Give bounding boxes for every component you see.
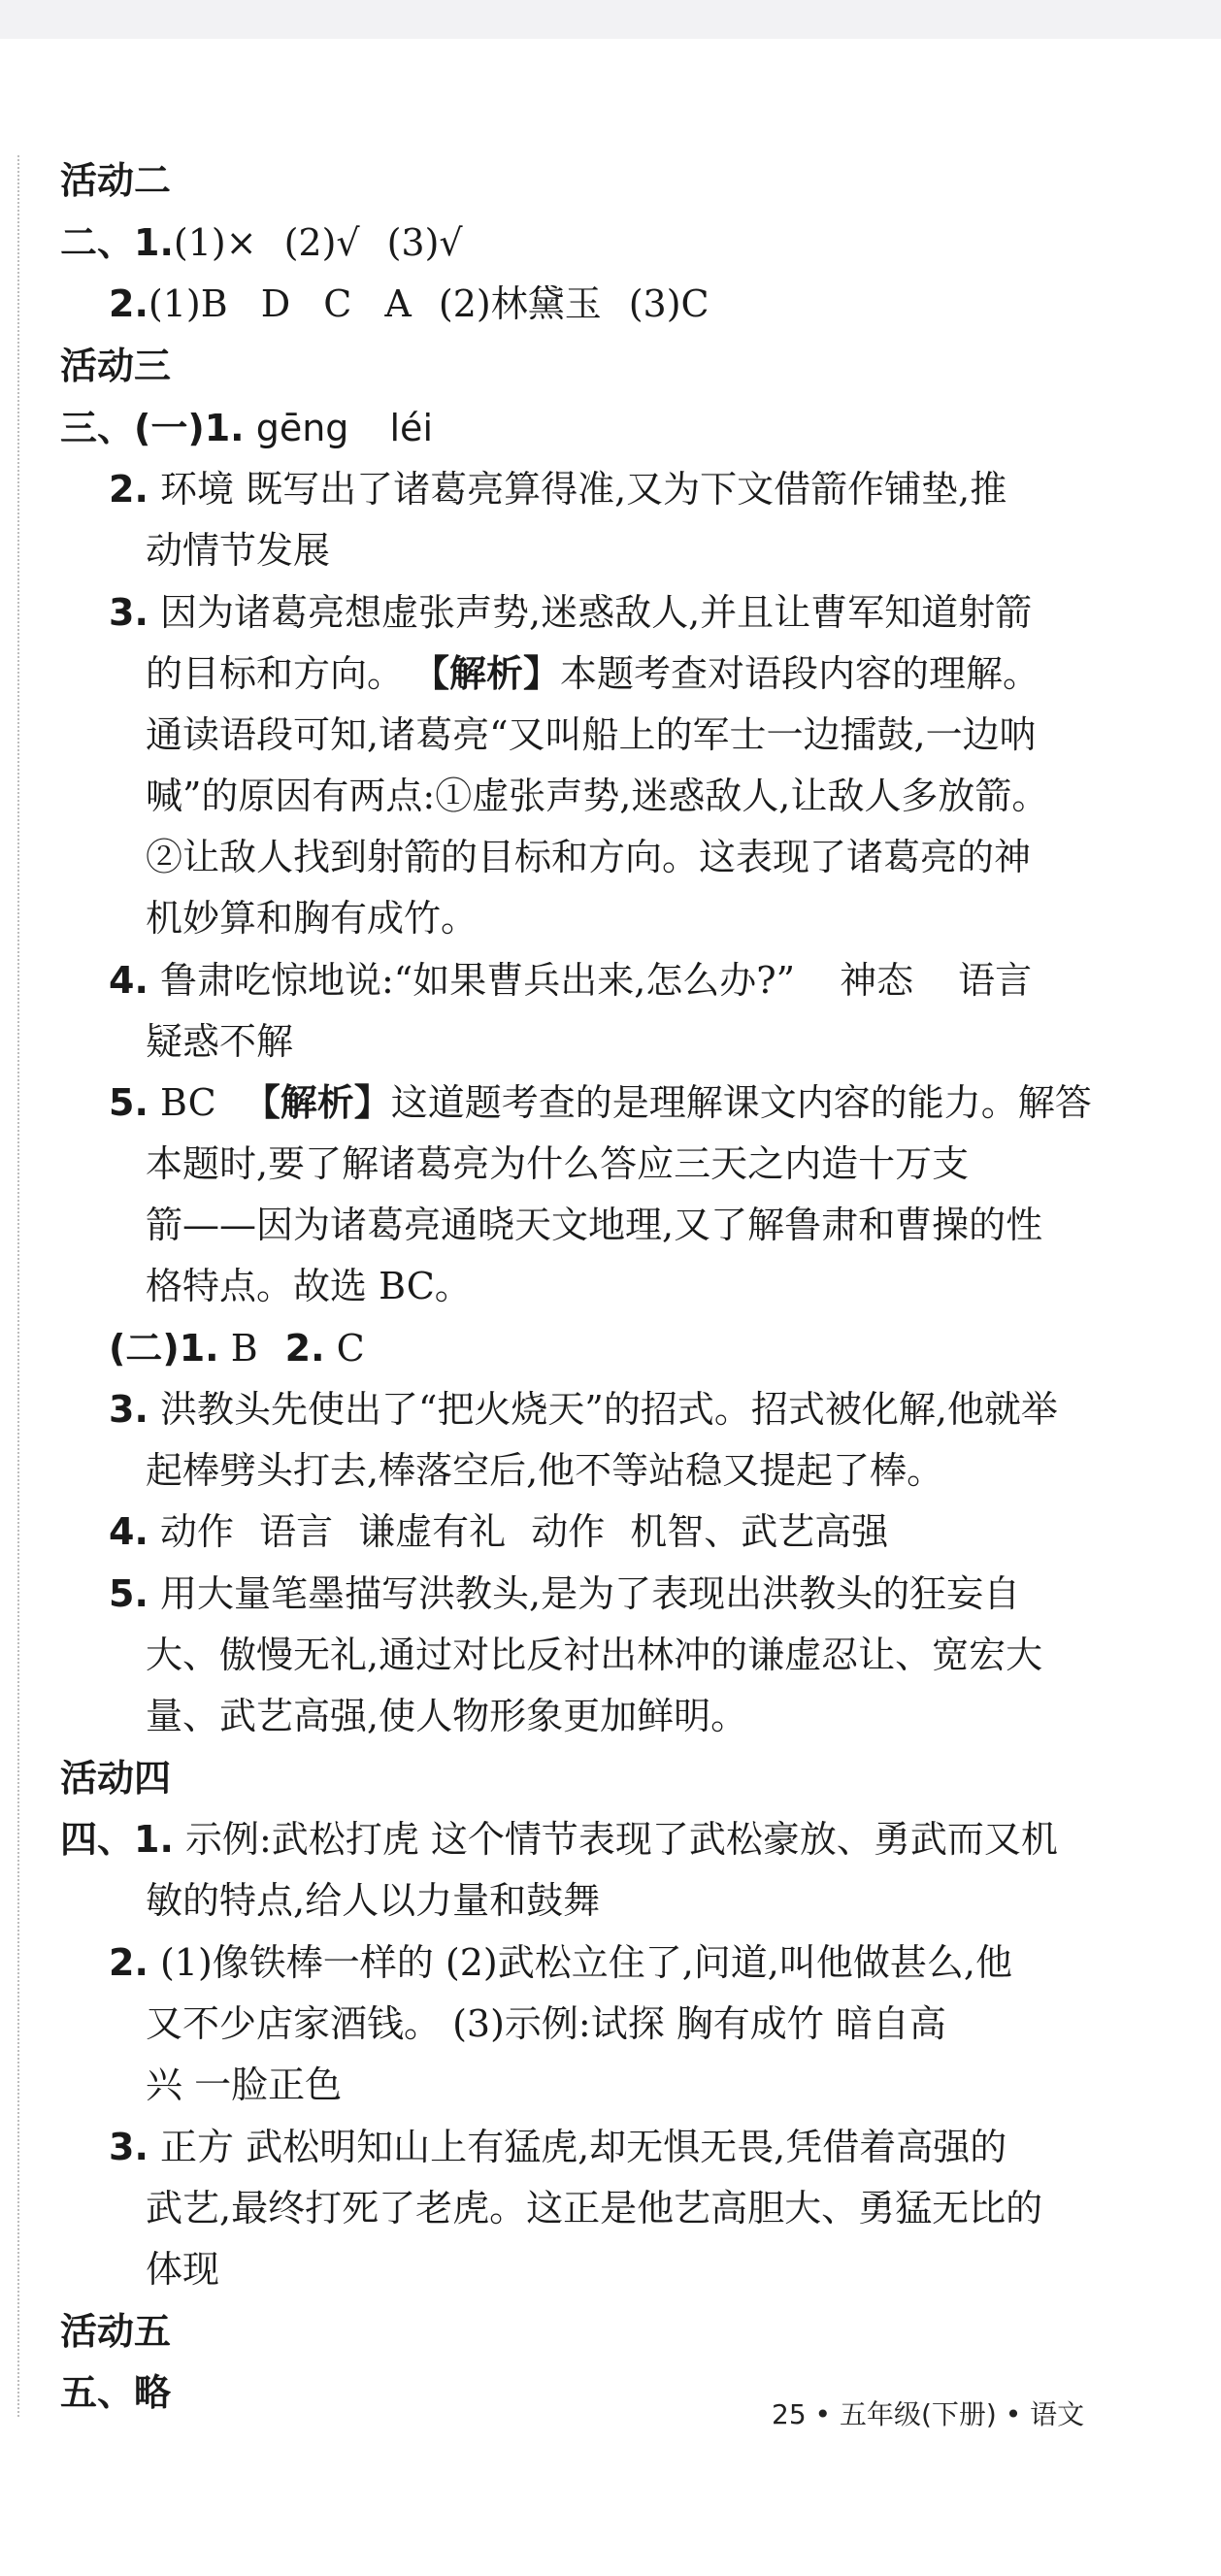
text-line xyxy=(146,648,1040,699)
text-line: 格特点。故选 BC。 xyxy=(146,1265,472,1307)
activity3-part2-q3 xyxy=(109,1384,1058,1435)
answer: (1)× xyxy=(173,221,257,264)
q-label: (二)1. xyxy=(109,1327,219,1370)
text-line: 又不少店家酒钱。 (3)示例:试探 胸有成竹 暗自高 xyxy=(146,2002,946,2045)
activity3-part2-q5 xyxy=(109,1569,1020,1619)
text-part: BC xyxy=(159,1081,216,1124)
text-line: 动作 语言 谦虚有礼 动作 机智、武艺高强 xyxy=(159,1510,889,1553)
text-line: 本题时,要了解诸葛亮为什么答应三天之内造十万支 xyxy=(146,1142,970,1185)
activity4-q1 xyxy=(60,1814,1058,1865)
activity3-q4 xyxy=(109,955,1032,1006)
text-line: 兴 一脸正色 xyxy=(146,2064,343,2106)
text-line: 洪教头先使出了“把火烧天”的招式。招式被化解,他就举 xyxy=(159,1388,1058,1431)
q-label: 2. xyxy=(109,468,148,511)
text-line: 因为诸葛亮想虚张声势,迷惑敌人,并且让曹军知道射箭 xyxy=(159,591,1033,634)
q-label: 4. xyxy=(109,1510,148,1553)
activity5-title: 活动五 xyxy=(60,2310,172,2353)
activity2-q1 xyxy=(60,217,463,268)
activity5-q1: 五、略 xyxy=(60,2371,172,2414)
text-line: 通读语段可知,诸葛亮“又叫船上的军士一边擂鼓,一边呐 xyxy=(146,713,1037,756)
activity3-q2 xyxy=(109,464,1006,514)
page-number: 25 xyxy=(772,2398,807,2430)
text-line: 动情节发展 xyxy=(146,529,331,572)
text-line: 起棒劈头打去,棒落空后,他不等站稳又提起了棒。 xyxy=(146,1449,944,1492)
text-line: 示例:武松打虎 这个情节表现了武松豪放、勇武而又机 xyxy=(184,1818,1058,1861)
margin-line xyxy=(17,155,19,2417)
activity3-q1 xyxy=(60,403,433,453)
page-footer: 25 • 五年级(下册) • 语文 xyxy=(772,2398,1085,2430)
q-label: 4. xyxy=(109,959,148,1002)
activity4-q3 xyxy=(109,2122,1006,2172)
text-line: ②让敌人找到射箭的目标和方向。这表现了诸葛亮的神 xyxy=(146,836,1032,878)
activity3-title: 活动三 xyxy=(60,345,172,387)
activity3-q5 xyxy=(109,1077,1092,1128)
text-line: 武艺,最终打死了老虎。这正是他艺高胆大、勇猛无比的 xyxy=(146,2187,1043,2229)
q-label: 二、1. xyxy=(60,221,174,264)
analysis-tag: 【解析】 xyxy=(431,652,561,695)
text-line: 箭——因为诸葛亮通晓天文地理,又了解鲁肃和曹操的性 xyxy=(146,1204,1043,1246)
q-label: 2. xyxy=(109,282,148,325)
text-part: 鲁肃吃惊地说:“如果曹兵出来,怎么办?” xyxy=(159,959,796,1002)
grade-label: 五年级(下册) xyxy=(839,2398,997,2430)
activity3-q3 xyxy=(109,587,1032,638)
q-label: 2. xyxy=(109,1941,148,1984)
activity4-title: 活动四 xyxy=(60,1757,172,1800)
activity2-title: 活动二 xyxy=(60,159,172,202)
top-bar xyxy=(0,0,1221,39)
subject-label: 语文 xyxy=(1030,2398,1085,2430)
text-line: 量、武艺高强,使人物形象更加鲜明。 xyxy=(146,1695,748,1737)
text-line: 环境 既写出了诸葛亮算得准,又为下文借箭作铺垫,推 xyxy=(159,468,1007,511)
text-line: 正方 武松明知山上有猛虎,却无惧无畏,凭借着高强的 xyxy=(159,2126,1007,2168)
q-label: 四、1. xyxy=(60,1818,174,1861)
text-line: 用大量笔墨描写洪教头,是为了表现出洪教头的狂妄自 xyxy=(159,1572,1021,1615)
text-part: 本题考查对语段内容的理解。 xyxy=(560,652,1040,695)
answer: (3)C xyxy=(628,282,710,325)
q-label: 5. xyxy=(109,1081,148,1124)
q-label: 3. xyxy=(109,2126,148,2168)
activity3-part2-q4 xyxy=(109,1506,888,1557)
text-line: 机妙算和胸有成竹。 xyxy=(146,897,478,940)
activity3-part2-q1-q2 xyxy=(109,1323,365,1373)
q-label: 三、(一)1. xyxy=(60,407,245,449)
answer: (2)√ xyxy=(283,221,360,264)
text-part: 语言 xyxy=(958,959,1033,1002)
text-part: 这道题考查的是理解课文内容的能力。解答 xyxy=(390,1081,1092,1124)
answer: (2)林黛玉 xyxy=(438,282,602,325)
activity4-q2 xyxy=(109,1937,1012,1988)
text-line: (1)像铁棒一样的 (2)武松立住了,问道,叫他做甚么,他 xyxy=(159,1941,1012,1984)
text-line: 疑惑不解 xyxy=(146,1020,294,1063)
q-label: 3. xyxy=(109,591,148,634)
answer: C xyxy=(336,1327,365,1370)
text-line: 敏的特点,给人以力量和鼓舞 xyxy=(146,1879,601,1922)
answer: gēng léi xyxy=(255,407,433,449)
text-line: 体现 xyxy=(146,2248,220,2291)
activity2-q2 xyxy=(109,279,710,329)
text-line: 喊”的原因有两点:①虚张声势,迷惑敌人,让敌人多放箭。 xyxy=(146,775,1049,817)
q-label: 5. xyxy=(109,1572,148,1615)
analysis-tag: 【解析】 xyxy=(243,1081,391,1124)
answer: (3)√ xyxy=(386,221,463,264)
q-label: 2. xyxy=(284,1327,325,1370)
q-label: 3. xyxy=(109,1388,148,1431)
text-line: 大、傲慢无礼,通过对比反衬出林冲的谦虚忍让、宽宏大 xyxy=(146,1634,1043,1676)
answer: (1)B D C A xyxy=(148,282,412,325)
text-part: 神态 xyxy=(840,959,914,1002)
text-part: 的目标和方向。 xyxy=(146,652,405,695)
answer: B xyxy=(230,1327,258,1370)
